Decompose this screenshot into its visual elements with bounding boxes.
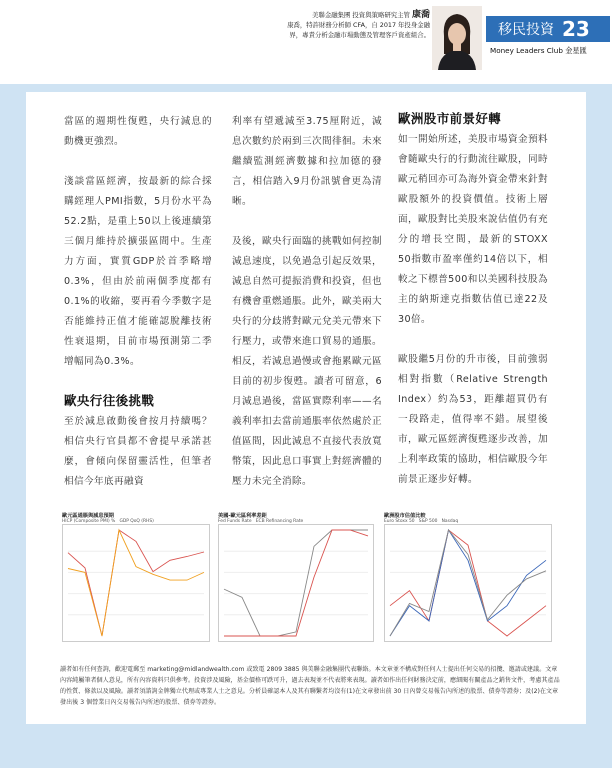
paragraph: 歐股繼5月份的升市後，目前強弱相對指數（Relative Strength Index）約為53，距離超買仍有一段路走，值得率不錯。展望後市，歐元區經濟復甦逐步改善，加上利率政策的協助，相信歐股今年前景正逐步好轉。	[398, 354, 548, 485]
chart-rate-differential	[218, 512, 374, 650]
series-line	[68, 530, 204, 636]
section-brand	[486, 16, 610, 56]
legend-item: ECB Refinancing Rate	[255, 519, 304, 524]
brand-en: Money Leaders Club	[490, 46, 563, 55]
legend-item: Nasdaq	[441, 519, 459, 524]
left-margin-band	[0, 84, 26, 724]
chart-equity-valuation	[384, 512, 552, 650]
article-column-2	[232, 112, 382, 512]
paragraph: 當區的週期性復甦，央行減息的動機更強烈。	[64, 116, 212, 147]
paragraph: 淺談當區經濟，按最新的綜合採購經理人PMI指數，5月份水平為52.2點，是重上50以上後連續第三個月維持於擴張區間中。生產力方面，實質GDP於首季略增0.3%，但由於前兩個季度都有0.1%的收縮，要再看今季數字是否能維持正值才能確認脫離技術性衰退期，目前市場預測第二季增幅同為0.3%。	[64, 176, 212, 367]
chart-plot	[62, 524, 210, 642]
paragraph: 至於減息啟動後會按月持續嗎？相信央行官員都不會提早承諾甚麼，會傾向保留靈活性，但筆者相信今年底再融資	[64, 416, 212, 487]
section-tag	[486, 16, 610, 42]
series-line	[224, 530, 368, 636]
legend-item: GDP QoQ (RHS)	[119, 519, 154, 524]
paragraph: 利率有望遞減至3.75厘附近，減息次數約於兩到三次間徘徊。未來繼續監測經濟數據和拉加德的發言，相信踏入9月份訊號會更為清晰。	[232, 116, 382, 207]
legend-item: Euro Stoxx 50	[384, 519, 415, 524]
article-column-3	[398, 110, 548, 510]
author-title: 美聯金融集團 投資與策略研究主管	[312, 11, 410, 19]
page-number: 23	[562, 17, 590, 41]
paragraph: 及後，歐央行面臨的挑戰如何控制減息速度，以免過急引起反效果，減息自然可提振消費和投資，但也有機會重燃通脹。此外，歐美兩大央行的分歧將對歐元兌美元帶來下行壓力，或帶來進口貿易的通脹。相反，若減息過慢或會拖累歐元區目前的初步復甦。讀者可留意，6月減息過後，當區實際利率——名義利率扣去當前通脹率依然處於正值區間，因此減息不直接代表放寬幣策，因此息口事實上對經濟體的壓力未完全消除。	[232, 236, 382, 487]
chart-title: 歐元區通脹與減息預期	[62, 513, 114, 519]
top-band	[0, 84, 612, 92]
bottom-band	[0, 724, 612, 768]
brand-line	[486, 46, 610, 56]
brand-zh: 金星匯	[565, 46, 587, 55]
plot-frame	[219, 525, 374, 642]
series-line	[390, 530, 546, 636]
chart-eurozone-inflation	[62, 512, 210, 650]
paragraph: 如一開始所述，美股市場資金預料會隨歐央行的行動流往歐股，同時歐元稍回亦可為海外資金帶來針對歐股額外的投資價值。技術上層面，歐股對比美股來說估值仍有充分的增長空間，最新的STOXX 50指數市盈率僅約14倍以下，相較之下標普500和以美國科技股為主的納斯達克指數估值已達22及30倍。	[398, 134, 548, 325]
author-photo	[432, 6, 482, 70]
series-line	[224, 530, 368, 636]
author-portrait-icon	[432, 6, 482, 70]
chart-plot	[218, 524, 374, 642]
author-title-line	[280, 10, 430, 20]
section-label: 移民投資	[498, 22, 554, 38]
plot-frame	[385, 525, 552, 642]
disclaimer-text: 讀者如有任何查詢，歡迎電郵至 marketing@midlandwealth.com 或致電 2809 3885 與美聯金融集團代表聯絡。本文章並不構成對任何人士提出任何交易的招攬、邀請或建議。文章內容純屬筆者個人意見，所有內容資料只供參考。投資涉及風險，基金價格可跌可升，過去表現並不代表將來表現。讀者如作出任何財務決定前，應細閱有關產品之銷售文件，考慮其產品的性質、條款以及風險。讀者須諮詢金牌獨立代理或專業人士之意見。分析員確認本人及其有聯繫者均沒有(1)在文章發出前 30 日內曾交易報告內所述的股票、債券等證券；及(2)在文章發出後 3 個營業日內交易報告內所述的股票、債券等證券。	[60, 666, 560, 706]
chart-title: 歐洲股市估值比較	[384, 513, 426, 519]
page-header	[0, 0, 612, 84]
author-bio-1: 康喬，特許財務分析師 CFA，自 2017 年投身金融	[287, 21, 430, 29]
section-heading: 歐央行往後挑戰	[64, 393, 155, 408]
section-heading: 歐洲股市前景好轉	[398, 111, 502, 126]
chart-title: 美國-歐元區利率差距	[218, 513, 267, 519]
author-info	[280, 10, 430, 40]
article-column-1	[64, 112, 212, 512]
author-bio-2: 界，專責分析金融市場動態及管理客戶資產組合。	[289, 31, 430, 39]
legend-item: Fed Funds Rate	[218, 519, 252, 524]
author-name: 康喬	[411, 10, 430, 20]
legend-item: HICP (Composite PMI) %	[62, 519, 116, 524]
chart-plot	[384, 524, 552, 642]
right-margin-band	[586, 84, 612, 724]
legend-item: S&P 500	[418, 519, 438, 524]
